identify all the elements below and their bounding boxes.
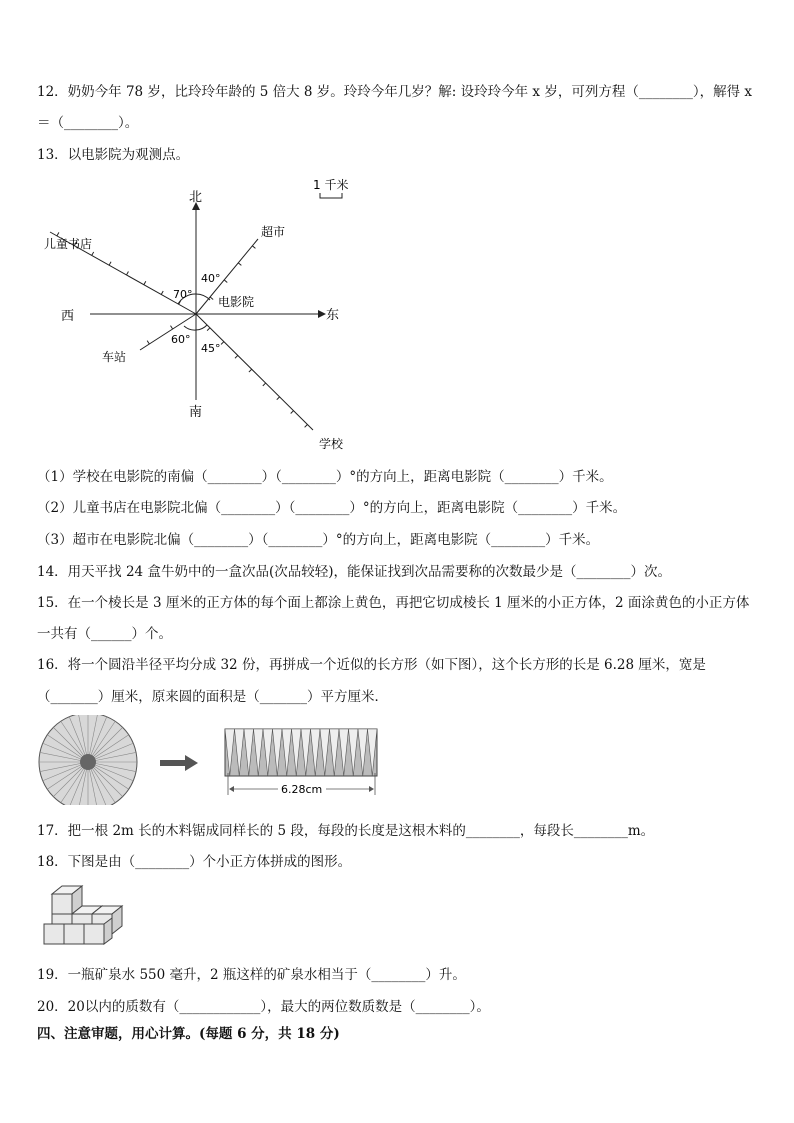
angle-40-label: 40° [201,272,221,285]
station-label: 车站 [102,350,127,364]
north-label: 北 [189,190,203,205]
q12-line1: 12．奶奶今年 78 岁，比玲玲年龄的 5 倍大 8 岁。玲玲今年几岁？解: 设玲玲今年 x 岁，可列方程（________），解得 x [37,84,752,100]
q13-sub1: （1）学校在电影院的南偏（________）（________）°的方向上，距离电影院（________）千米。 [37,469,613,485]
q13-title: 13．以电影院为观测点。 [37,147,190,163]
q17-text: 17．把一根 2m 长的木料锯成同样长的 5 段，每段的长度是这根木料的________，每段长________m。 [37,823,655,839]
supermarket-label: 超市 [261,225,286,239]
q20-text: 20．20以内的质数有（____________），最大的两位数质数是（________）。 [37,999,490,1015]
q15-line2: 一共有（______）个。 [37,626,172,642]
q12-line2: ＝（________）。 [37,115,139,131]
south-label: 南 [189,405,203,420]
angle-60-label: 60° [171,333,191,346]
cubes-figure [40,878,140,950]
q16-line1: 16．将一个圆沿半径平均分成 32 份，再拼成一个近似的长方形（如下图），这个长方形的长是 6.28 厘米，宽是 [37,657,706,673]
bookstore-label: 儿童书店 [44,237,93,251]
west-label: 西 [61,309,75,324]
circle-to-rectangle-figure [0,715,794,805]
section4-heading: 四、注意审题，用心计算。(每题 6 分，共 18 分) [37,1026,340,1042]
q18-text: 18．下图是由（________）个小正方体拼成的图形。 [37,854,352,870]
measure-label: 6.28cm [281,783,323,796]
center-label: 电影院 [218,295,255,309]
q16-line2: （_______）厘米，原来圆的面积是（_______）平方厘米． [37,689,388,705]
q14-text: 14．用天平找 24 盒牛奶中的一盒次品(次品较轻)，能保证找到次品需要称的次数最少是（________）次。 [37,564,671,580]
angle-45-label: 45° [201,342,221,355]
q15-line1: 15．在一个棱长是 3 厘米的正方体的每个面上都涂上黄色，再把它切成棱长 1 厘米的小正方体，2 面涂黄色的小正方体 [37,595,750,611]
direction-diagram [0,0,794,470]
q13-sub2: （2）儿童书店在电影院北偏（________）（________）°的方向上，距离电影院（________）千米。 [37,500,627,516]
q19-text: 19．一瓶矿泉水 550 毫升，2 瓶这样的矿泉水相当于（________）升。 [37,967,466,983]
q13-sub3: （3）超市在电影院北偏（________）（________）°的方向上，距离电影院（________）千米。 [37,532,600,548]
scale-label: 1 千米 [313,178,349,192]
east-label: 东 [326,308,340,323]
angle-70-label: 70° [173,288,193,301]
school-label: 学校 [319,437,344,451]
